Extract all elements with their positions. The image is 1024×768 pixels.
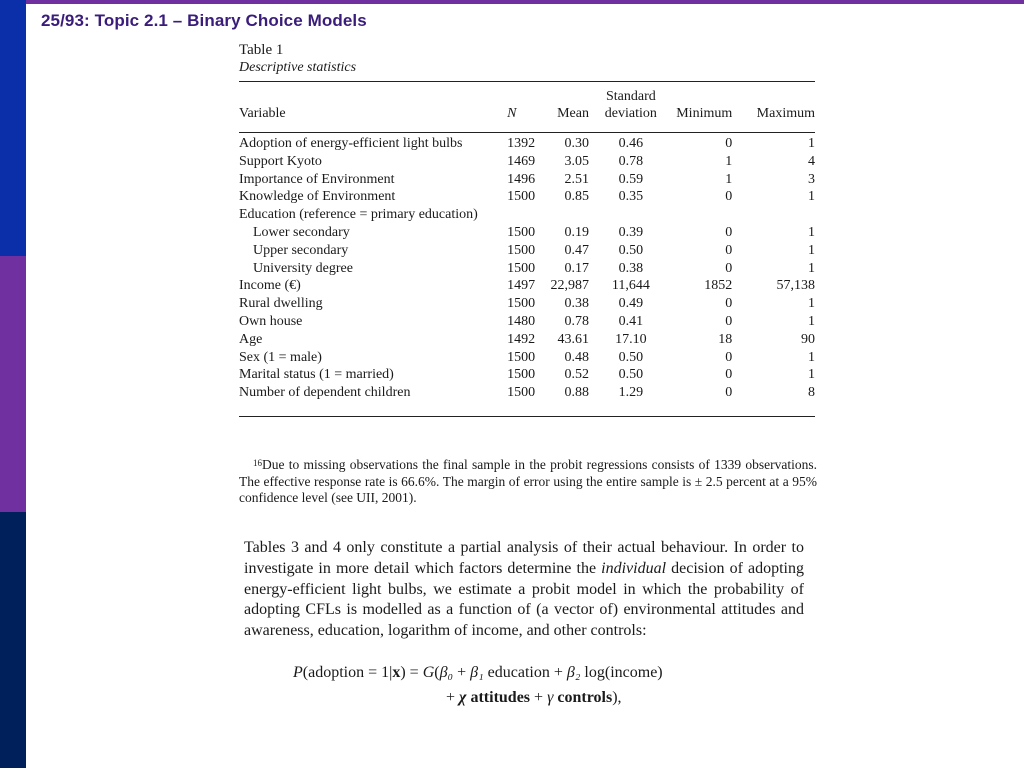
table-row xyxy=(239,153,815,171)
cell-sd: 17.10 xyxy=(615,331,647,347)
cell-n: 1500 xyxy=(507,367,536,383)
cell-max: 3 xyxy=(808,171,815,187)
cell-variable: Adoption of energy-efficient light bulbs xyxy=(239,136,463,151)
header-sd: Standard deviation xyxy=(604,89,657,121)
cell-sd: 0.38 xyxy=(618,260,644,276)
cell-sd: 0.50 xyxy=(618,349,644,365)
cell-n: 1500 xyxy=(507,224,536,240)
cell-mean: 0.47 xyxy=(564,242,589,258)
sidebar-decoration xyxy=(0,0,26,768)
cell-variable: Sex (1 = male) xyxy=(239,349,322,365)
cell-max: 90 xyxy=(801,331,815,347)
cell-n: 1500 xyxy=(507,385,536,401)
cell-mean: 43.61 xyxy=(557,331,589,347)
cell-n xyxy=(507,206,546,224)
footnote-number: 16 xyxy=(253,458,262,468)
paragraph-text-2: decision of adopting energy-efficient light bulbs, we estimate a probit model in which the probability of adopting CFLs is modelled as a function of (a vector of) environmental attitudes and awareness, education, logarithm of income, and other controls: xyxy=(244,559,804,640)
sidebar-band-purple xyxy=(0,256,26,512)
equation-line-1: P(adoption = 1|x) = G(β₀ + β₁ education + β₂ log(income) xyxy=(293,664,663,681)
header-min: Minimum xyxy=(676,106,733,121)
cell-mean: 22,987 xyxy=(550,278,589,294)
cell-max: 1 xyxy=(808,260,815,276)
cell-min: 1852 xyxy=(704,278,733,294)
cell-sd: 0.35 xyxy=(618,189,644,205)
cell-max xyxy=(732,206,815,224)
cell-variable: Knowledge of Environment xyxy=(239,189,396,205)
table-top-rule xyxy=(239,81,815,82)
cell-sd: 1.29 xyxy=(618,385,644,401)
cell-variable: Education (reference = primary education) xyxy=(239,207,478,223)
cell-min xyxy=(673,206,733,224)
table-row xyxy=(239,206,815,224)
cell-max: 1 xyxy=(808,367,815,383)
cell-max: 1 xyxy=(808,349,815,365)
cell-max: 1 xyxy=(808,296,815,312)
body-paragraph xyxy=(244,538,804,642)
table-bottom-rule xyxy=(239,416,815,417)
cell-n: 1500 xyxy=(507,349,536,365)
header-variable: Variable xyxy=(239,106,286,121)
cell-variable: Upper secondary xyxy=(253,242,349,258)
cell-min: 0 xyxy=(725,367,733,383)
header-mean: Mean xyxy=(557,106,589,121)
cell-n: 1480 xyxy=(507,313,536,329)
cell-sd: 0.39 xyxy=(618,224,644,240)
cell-n: 1392 xyxy=(507,136,536,151)
cell-mean: 0.78 xyxy=(564,313,589,329)
cell-variable: Support Kyoto xyxy=(239,153,322,169)
cell-variable: Marital status (1 = married) xyxy=(239,367,394,383)
cell-sd xyxy=(589,206,673,224)
cell-sd: 0.49 xyxy=(618,296,644,312)
cell-min: 0 xyxy=(725,349,733,365)
table-row xyxy=(239,188,815,206)
cell-min: 18 xyxy=(718,331,733,347)
cell-min: 0 xyxy=(725,136,733,151)
cell-min: 0 xyxy=(725,296,733,312)
cell-mean: 0.17 xyxy=(564,260,589,276)
footnote-text: Due to missing observations the final sample in the probit regressions consists of 1339 observations. The effective response rate is 66.6%. The margin of error using the entire sample is ± 2.5 percent at a 95% confidence level (see UII, 2001). xyxy=(239,457,817,505)
header-max: Maximum xyxy=(756,106,815,121)
cell-sd: 0.41 xyxy=(618,313,644,329)
cell-min: 0 xyxy=(725,260,733,276)
cell-sd: 0.78 xyxy=(618,153,644,169)
cell-max: 1 xyxy=(808,242,815,258)
cell-mean: 3.05 xyxy=(564,153,589,169)
cell-max: 1 xyxy=(808,189,815,205)
cell-mean: 0.48 xyxy=(564,349,589,365)
table-row xyxy=(239,295,815,313)
cell-sd: 11,644 xyxy=(611,278,650,294)
table-row xyxy=(239,242,815,260)
cell-variable: Own house xyxy=(239,313,303,329)
cell-min: 0 xyxy=(725,224,733,240)
table-row xyxy=(239,260,815,278)
slide-title: 25/93: Topic 2.1 – Binary Choice Models xyxy=(41,11,367,30)
top-accent-bar xyxy=(0,0,1024,4)
descriptive-statistics-table xyxy=(239,88,815,402)
cell-mean: 0.88 xyxy=(564,385,589,401)
cell-variable: University degree xyxy=(253,260,353,276)
cell-sd: 0.46 xyxy=(618,136,644,151)
cell-max: 57,138 xyxy=(776,278,815,294)
table-header-row xyxy=(239,88,815,129)
table-row xyxy=(239,384,815,402)
cell-mean: 0.30 xyxy=(564,136,589,151)
cell-max: 1 xyxy=(808,224,815,240)
paragraph-emphasis: individual xyxy=(601,559,667,577)
cell-variable: Rural dwelling xyxy=(239,296,323,312)
cell-mean: 0.19 xyxy=(564,224,589,240)
header-n: N xyxy=(507,106,517,121)
cell-variable: Importance of Environment xyxy=(239,171,395,187)
cell-min: 0 xyxy=(725,313,733,329)
table-label: Table 1 xyxy=(239,42,284,58)
table-row xyxy=(239,171,815,189)
cell-max: 1 xyxy=(808,313,815,329)
cell-mean: 0.38 xyxy=(564,296,589,312)
equation-line-2: + χ attitudes + γ controls), xyxy=(446,689,622,706)
cell-variable: Income (€) xyxy=(239,278,301,294)
table-row xyxy=(239,349,815,367)
footnote xyxy=(239,457,817,507)
cell-n: 1500 xyxy=(507,189,536,205)
paragraph-text-1: Tables 3 and 4 only constitute a partial analysis of their actual behaviour. In order to investigate in more detail which factors determine the xyxy=(244,539,804,577)
cell-variable: Age xyxy=(239,331,263,347)
cell-min: 1 xyxy=(725,171,733,187)
cell-n: 1496 xyxy=(507,171,536,187)
table-row xyxy=(239,224,815,242)
cell-mean: 0.52 xyxy=(564,367,589,383)
sidebar-band-blue xyxy=(0,0,26,256)
cell-sd: 0.50 xyxy=(618,242,644,258)
cell-min: 1 xyxy=(725,153,733,169)
cell-min: 0 xyxy=(725,385,733,401)
cell-variable: Lower secondary xyxy=(253,224,350,240)
cell-n: 1497 xyxy=(507,278,536,294)
table-body xyxy=(239,129,815,402)
table-caption: Descriptive statistics xyxy=(239,60,357,75)
cell-n: 1492 xyxy=(507,331,536,347)
cell-max: 1 xyxy=(808,136,815,151)
cell-sd: 0.50 xyxy=(618,367,644,383)
cell-min: 0 xyxy=(725,189,733,205)
cell-variable: Number of dependent children xyxy=(239,385,411,401)
cell-mean xyxy=(546,206,589,224)
table-row xyxy=(239,129,815,153)
table-header xyxy=(239,41,356,77)
table-row xyxy=(239,277,815,295)
cell-n: 1500 xyxy=(507,242,536,258)
cell-max: 4 xyxy=(808,153,815,169)
cell-mean: 2.51 xyxy=(564,171,589,187)
table-row xyxy=(239,331,815,349)
table-row xyxy=(239,313,815,331)
cell-max: 8 xyxy=(808,385,815,401)
sidebar-band-navy xyxy=(0,512,26,768)
cell-n: 1500 xyxy=(507,260,536,276)
table-row xyxy=(239,366,815,384)
cell-sd: 0.59 xyxy=(618,171,644,187)
cell-n: 1500 xyxy=(507,296,536,312)
cell-mean: 0.85 xyxy=(564,189,589,205)
cell-min: 0 xyxy=(725,242,733,258)
cell-n: 1469 xyxy=(507,153,536,169)
